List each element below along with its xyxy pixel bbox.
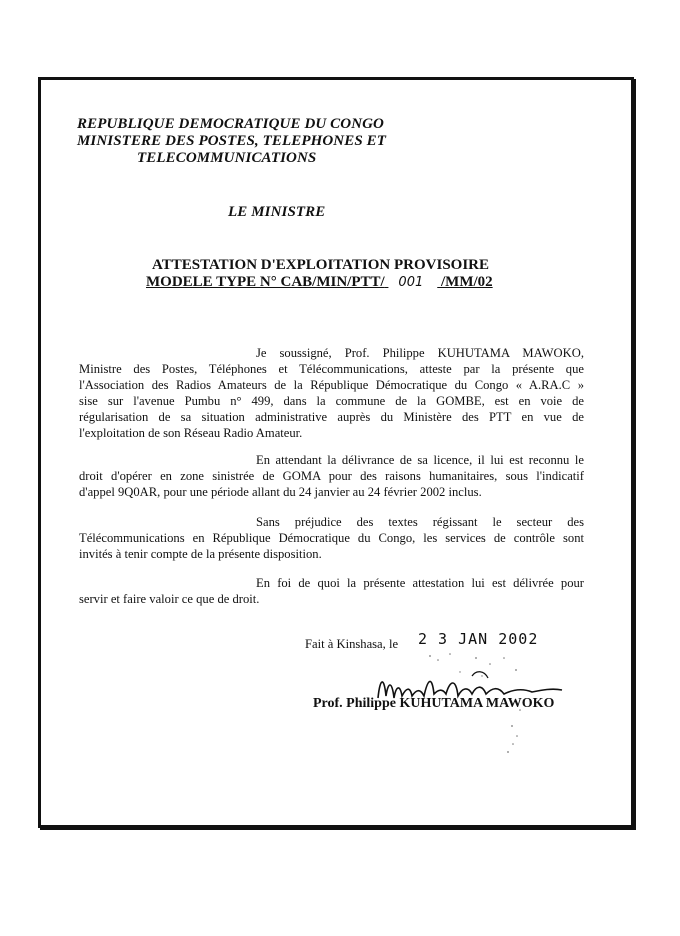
signatory-name: Prof. Philippe KUHUTAMA MAWOKO (313, 696, 555, 711)
handwritten-number: 001 (398, 275, 424, 290)
p1-line-3: l'Association des Radios Amateurs de la République Démocratique du Congo « A.RA.C » (79, 378, 584, 392)
header-republic: REPUBLIQUE DEMOCRATIQUE DU CONGO (77, 116, 384, 132)
header-office: LE MINISTRE (228, 204, 326, 220)
document-title: ATTESTATION D'EXPLOITATION PROVISOIRE (152, 257, 490, 273)
model-prefix: MODELE TYPE N° CAB/MIN/PTT/ (146, 274, 385, 290)
p3-line-1: Sans préjudice des textes régissant le secteur des (256, 515, 584, 529)
date-stamp: 2 3 JAN 2002 (418, 630, 539, 648)
p1-line-5: régularisation de sa situation administrative auprès du Ministère des PTT en vue de (79, 410, 584, 424)
p2-line-2: droit d'opérer en zone sinistrée de GOMA pour des raisons humanitaires, sous l'indicatif (79, 469, 584, 483)
p1-line-1: Je soussigné, Prof. Philippe KUHUTAMA MAWOKO, (256, 346, 584, 360)
header-ministry: MINISTERE DES POSTES, TELEPHONES ET (77, 133, 386, 149)
p2-line-3: d'appel 9Q0AR, pour une période allant du 24 janvier au 24 février 2002 inclus. (79, 485, 482, 499)
p3-line-2: Télécommunications en République Démocratique du Congo, les services de contrôle sont (79, 531, 584, 545)
p3-line-3: invités à tenir compte de la présente disposition. (79, 547, 322, 561)
p1-line-6: l'exploitation de son Réseau Radio Amateur. (79, 426, 303, 440)
place-label: Fait à Kinshasa, le (305, 637, 399, 651)
p1-line-2: Ministre des Postes, Téléphones et Télécommunications, atteste par la présente que (79, 362, 584, 376)
p4-line-1: En foi de quoi la présente attestation lui est délivrée pour (256, 576, 584, 590)
model-suffix: /MM/02 (441, 274, 493, 290)
header-ministry-cont: TELECOMMUNICATIONS (137, 150, 317, 166)
p2-line-1: En attendant la délivrance de sa licence, il lui est reconnu le (256, 453, 584, 467)
p1-line-4: sise sur l'avenue Pumbu n° 499, dans la commune de la GOMBE, est en voie de (79, 394, 584, 408)
p4-line-2: servir et faire valoir ce que de droit. (79, 592, 260, 606)
model-reference (146, 274, 493, 291)
